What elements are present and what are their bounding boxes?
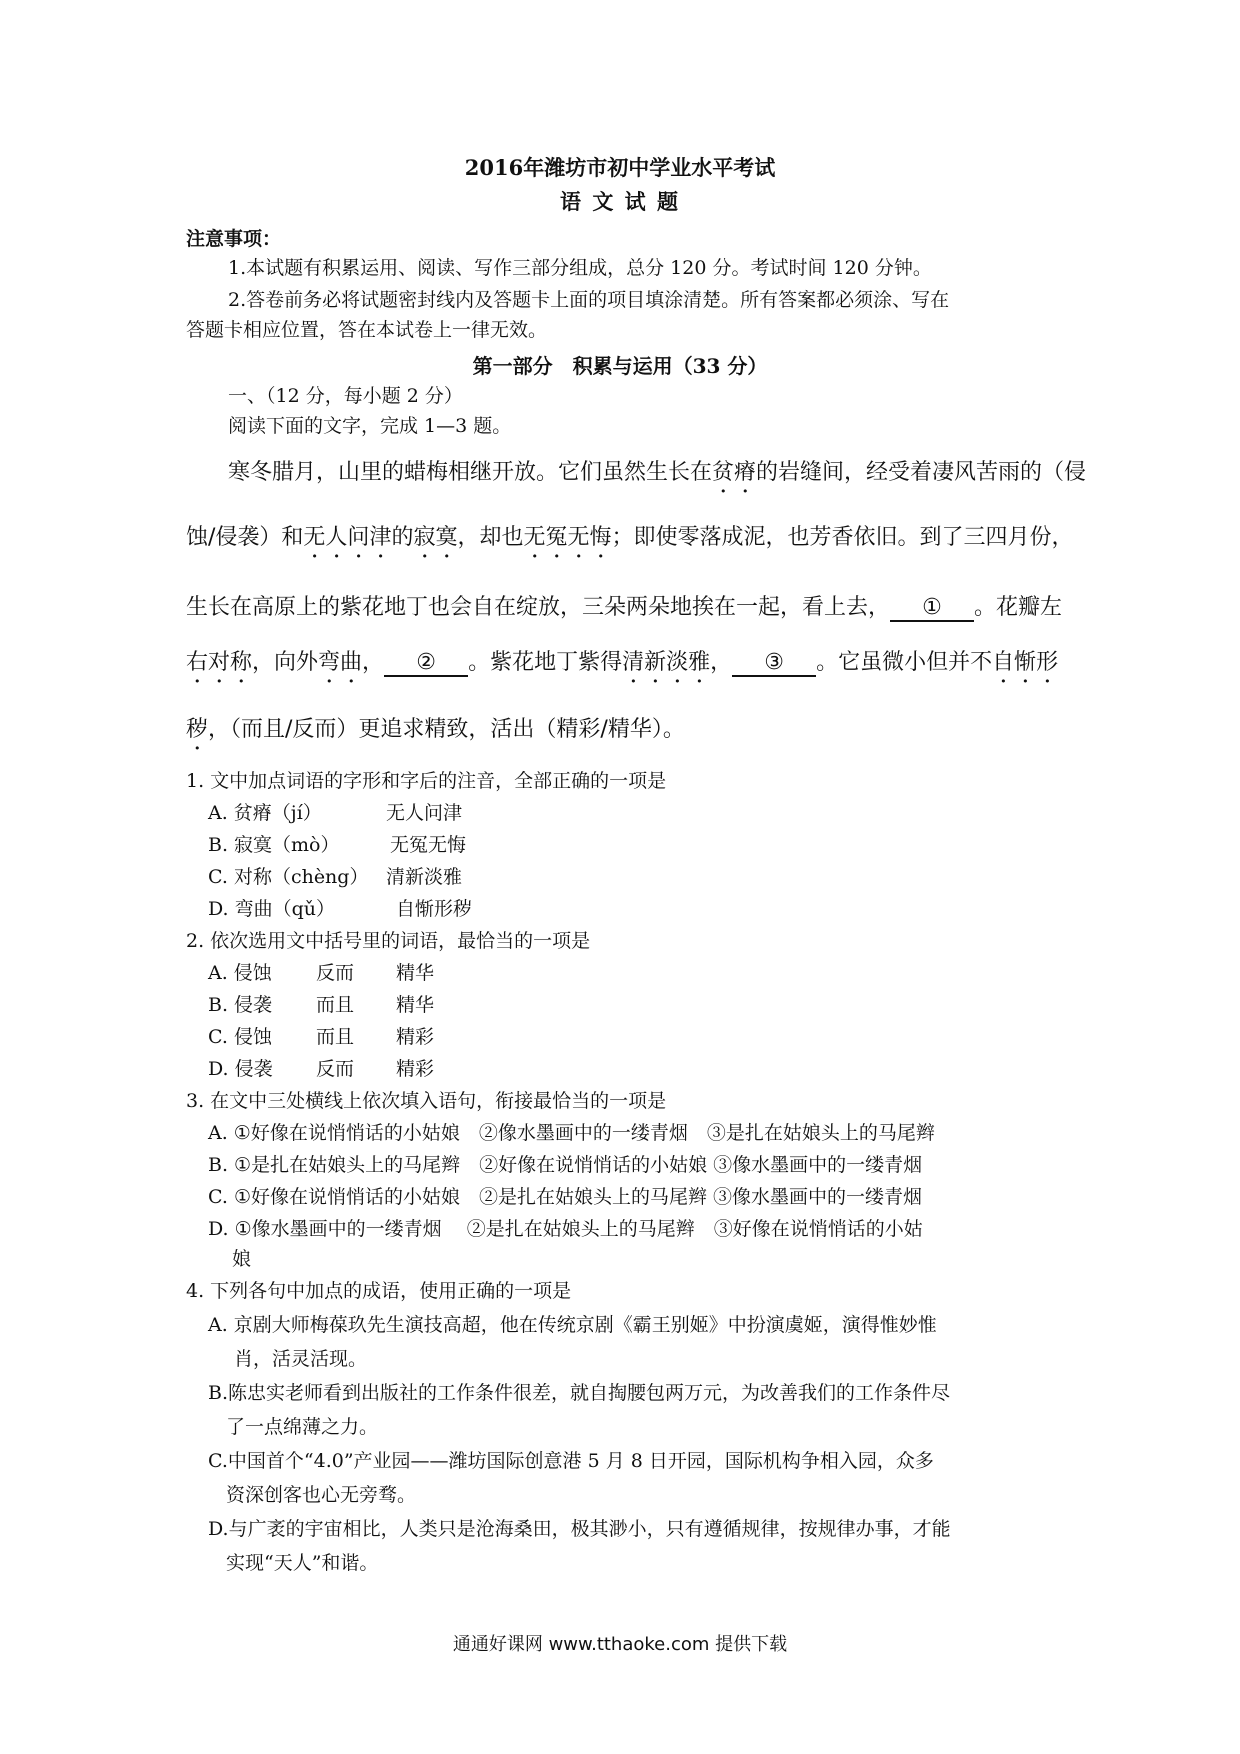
option-idiom: 自惭形秽 <box>396 898 473 920</box>
q1-option-a <box>208 798 462 828</box>
passage-line-3 <box>186 590 1063 622</box>
notice-item-1: 1.本试题有积累运用、阅读、写作三部分组成，总分 120 分。考试时间 120 分钟。 <box>228 257 932 279</box>
option-line-cont: 了一点绵薄之力。 <box>226 1416 379 1438</box>
section-title: 第一部分 积累与运用（33 分） <box>472 354 768 378</box>
q1-option-d <box>208 894 472 924</box>
question-4-stem: 4. 下列各句中加点的成语，使用正确的一项是 <box>186 1280 572 1302</box>
passage-line-2 <box>186 520 1074 563</box>
blank-2: ② <box>384 651 468 677</box>
option-word-3: 精华 <box>396 994 435 1016</box>
option-pinyin: B. 寂寞（mò） <box>208 834 340 856</box>
option-pinyin: A. 贫瘠（jí） <box>208 802 322 824</box>
option-word-2: 而且 <box>316 994 355 1016</box>
dotted-word: 秽 <box>186 717 209 742</box>
blank-1: ① <box>890 596 974 622</box>
passage-text: ，向外 <box>252 650 319 675</box>
exam-title: 2016年潍坊市初中学业水平考试 <box>464 155 776 180</box>
dotted-word: 右对称 <box>186 650 253 675</box>
option-idiom: 清新淡雅 <box>386 866 463 888</box>
option-word-1: A. 侵蚀 <box>208 962 272 984</box>
q2-option-d <box>208 1054 434 1084</box>
passage-line-4 <box>186 645 1059 688</box>
option-line: A. 京剧大师梅葆玖先生演技高超，他在传统京剧《霸王别姬》中扮演虞姬，演得惟妙惟 <box>208 1314 937 1336</box>
q1-option-b <box>208 830 466 860</box>
option-word-1: C. 侵蚀 <box>208 1026 272 1048</box>
option-line-cont: 实现“天人”和谐。 <box>226 1552 379 1574</box>
option-line-cont: 资深创客也心无旁骛。 <box>226 1484 417 1506</box>
option-idiom: 无冤无悔 <box>390 834 467 856</box>
page-footer: 通通好课网 www.tthaoke.com 提供下载 <box>452 1634 788 1655</box>
q3-option-d-cont: 娘 <box>232 1248 252 1270</box>
option-word-3: 精彩 <box>396 1058 435 1080</box>
q3-option-c: C. ①好像在说悄悄话的小姑娘 ②是扎在姑娘头上的马尾辫 ③像水墨画中的一缕青烟 <box>208 1186 923 1208</box>
option-word-1: D. 侵袭 <box>208 1058 273 1080</box>
dotted-word: 寂寞 <box>413 525 458 550</box>
passage-line-1 <box>228 455 1098 498</box>
q3-option-a: A. ①好像在说悄悄话的小姑娘 ②像水墨画中的一缕青烟 ③是扎在姑娘头上的马尾辫 <box>208 1122 935 1144</box>
passage-text: ，却也 <box>457 525 524 550</box>
passage-text: 。花瓣左 <box>974 595 1063 620</box>
passage-text: 的岩缝间，经受着凄风苦雨的（侵 <box>756 460 1087 485</box>
dotted-word: 贫瘠 <box>712 460 757 485</box>
dotted-word: 弯曲 <box>318 650 363 675</box>
q3-option-d: D. ①像水墨画中的一缕青烟 ②是扎在姑娘头上的马尾辫 ③好像在说悄悄话的小姑 <box>208 1218 923 1240</box>
option-line: B.陈忠实老师看到出版社的工作条件很差，就自掏腰包两万元，为改善我们的工作条件尽 <box>208 1382 951 1404</box>
part-label: 一、（12 分，每小题 2 分） <box>228 385 463 407</box>
notice-item-2-cont: 答题卡相应位置，答在本试卷上一律无效。 <box>186 319 548 341</box>
passage-text: ， <box>710 650 733 675</box>
option-idiom: 无人问津 <box>386 802 463 824</box>
passage-line-5 <box>186 712 1056 755</box>
passage-instruction: 阅读下面的文字，完成 1—3 题。 <box>228 415 512 437</box>
option-line: D.与广袤的宇宙相比，人类只是沧海桑田，极其渺小，只有遵循规律，按规律办事，才能 <box>208 1518 951 1540</box>
passage-text: 生长在高原上的紫花地丁也会自在绽放，三朵两朵地挨在一起，看上去， <box>186 595 891 620</box>
passage-text: ；即使零落成泥，也芳香依旧。到了三四月份， <box>611 525 1074 550</box>
option-pinyin: C. 对称（chèng） <box>208 866 369 888</box>
dotted-word: 清新淡雅 <box>622 650 711 675</box>
passage-text: ， <box>362 650 385 675</box>
option-line-cont: 肖，活灵活现。 <box>234 1348 368 1370</box>
q4-option-d <box>208 1512 1060 1580</box>
passage-text: ，（而且/反而）更追求精致，活出（精彩/精华）。 <box>208 717 685 742</box>
option-word-3: 精华 <box>396 962 435 984</box>
q2-option-c <box>208 1022 434 1052</box>
q2-option-b <box>208 990 434 1020</box>
dotted-word: 无冤无悔 <box>523 525 612 550</box>
notice-item-2: 2.答卷前务必将试题密封线内及答题卡上面的项目填涂清楚。所有答案都必须涂、写在 <box>228 289 950 311</box>
option-word-1: B. 侵袭 <box>208 994 273 1016</box>
option-pinyin: D. 弯曲（qǔ） <box>208 898 336 920</box>
question-1-stem: 1. 文中加点词语的字形和字后的注音，全部正确的一项是 <box>186 770 667 792</box>
q4-option-a <box>208 1308 1060 1376</box>
option-word-2: 而且 <box>316 1026 355 1048</box>
dotted-word: 无人问津 <box>303 525 392 550</box>
notice-heading: 注意事项： <box>186 228 282 250</box>
passage-text: 蚀/侵袭）和 <box>186 525 304 550</box>
exam-subtitle: 语 文 试 题 <box>560 189 680 214</box>
blank-3: ③ <box>732 651 816 677</box>
option-word-3: 精彩 <box>396 1026 435 1048</box>
dotted-word: 自惭形 <box>992 650 1059 675</box>
q4-option-c <box>208 1444 1060 1512</box>
option-word-2: 反而 <box>316 1058 355 1080</box>
passage-text: 。紫花地丁紫得 <box>468 650 623 675</box>
passage-text: 寒冬腊月，山里的蜡梅相继开放。它们虽然生长在 <box>228 460 713 485</box>
q1-option-c <box>208 862 462 892</box>
q2-option-a <box>208 958 434 988</box>
option-word-2: 反而 <box>316 962 355 984</box>
q4-option-b <box>208 1376 1060 1444</box>
q3-option-b: B. ①是扎在姑娘头上的马尾辫 ②好像在说悄悄话的小姑娘 ③像水墨画中的一缕青烟 <box>208 1154 923 1176</box>
question-2-stem: 2. 依次选用文中括号里的词语，最恰当的一项是 <box>186 930 591 952</box>
option-line: C.中国首个“4.0”产业园——潍坊国际创意港 5 月 8 日开园，国际机构争相入园，众多 <box>208 1450 934 1472</box>
passage-text: 的 <box>391 525 414 550</box>
question-3-stem: 3. 在文中三处横线上依次填入语句，衔接最恰当的一项是 <box>186 1090 667 1112</box>
passage-text: 。它虽微小但并不 <box>816 650 993 675</box>
